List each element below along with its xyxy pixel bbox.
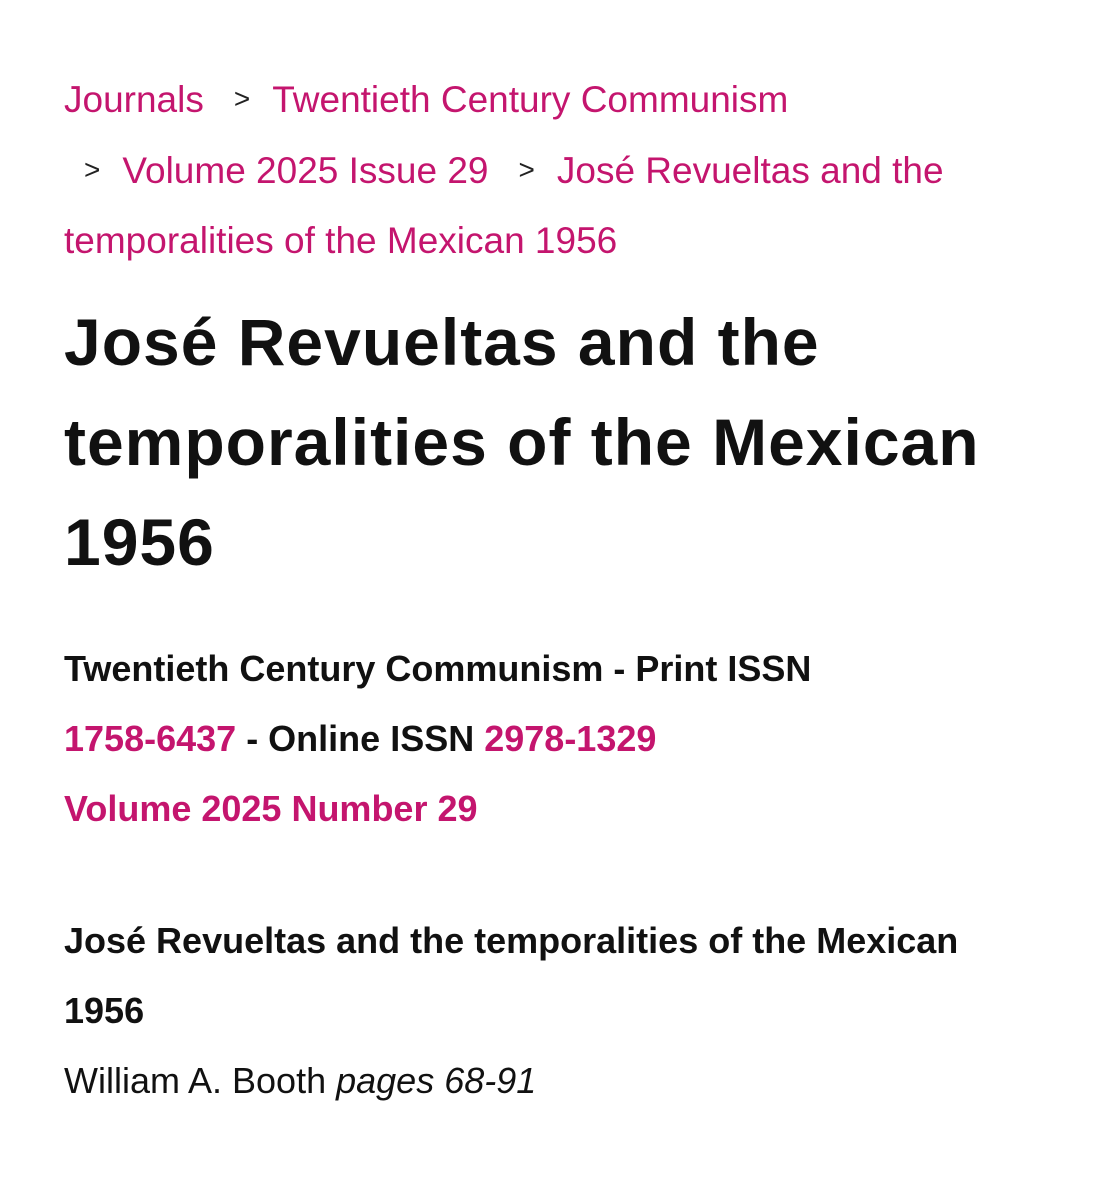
breadcrumb-journals-link[interactable]: Journals [64, 79, 204, 120]
breadcrumb-article-link[interactable]: José Revueltas and the temporalities of the Mexican 1956 [64, 150, 944, 261]
journal-issn-line [64, 634, 1024, 704]
article-entry [64, 906, 1024, 1116]
breadcrumb-journal-link[interactable]: Twentieth Century Communism [272, 79, 789, 120]
article-author: William A. Booth [64, 1060, 327, 1101]
online-issn-label: - Online ISSN [246, 718, 475, 759]
breadcrumb [64, 64, 1024, 276]
breadcrumb-separator: > [233, 83, 251, 114]
article-title-link[interactable]: José Revueltas and the temporalities of the Mexican 1956 [64, 920, 959, 1031]
breadcrumb-separator: > [84, 154, 101, 185]
breadcrumb-issue-link[interactable]: Volume 2025 Issue 29 [122, 150, 489, 191]
issn-values-line [64, 704, 1024, 774]
print-issn-label: - Print ISSN [613, 648, 812, 689]
online-issn-link[interactable]: 2978-1329 [484, 718, 657, 759]
article-pages: pages 68-91 [336, 1060, 537, 1101]
print-issn-link[interactable]: 1758-6437 [64, 718, 237, 759]
journal-info [64, 634, 1024, 844]
article-meta [64, 1046, 1024, 1116]
page-title: José Revueltas and the temporalities of the Mexican 1956 [64, 305, 980, 579]
breadcrumb-separator: > [518, 154, 535, 185]
journal-name: Twentieth Century Communism [64, 648, 604, 689]
volume-number-link[interactable]: Volume 2025 Number 29 [64, 788, 478, 829]
